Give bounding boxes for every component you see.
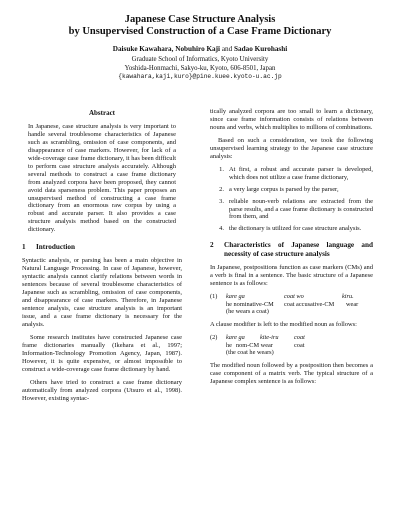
author-names-a: Daisuke Kawahara, Nobuhiro Kaji <box>112 45 221 53</box>
abstract-text: In Japanese, case structure analysis is very important to handle several troublesome characteristics of Japanese such as scrambling, omission of case components, and disappearance of case markers. However, for lack of a wide-coverage case frame dictionary, it has been difficult to perform case structure analysis accurately. Although several methods to construct a case frame dictionary from analyzed corpora have been proposed, they cannot avoid data sparseness problem. This paper proposes an unsupervised method of constructing a case frame dictionary from an enormous raw corpus by using a robust and accurate parser. It also provides a case structure analysis method based on the constructed dictionary. <box>28 122 176 234</box>
example-1-words: kare ga coat wo kiru. <box>226 293 354 301</box>
title-line-1: Japanese Case Structure Analysis <box>124 14 276 25</box>
affiliation <box>0 56 400 82</box>
section-2-number: 2 <box>210 241 214 250</box>
author-names-b: Sadao Kurohashi <box>234 45 288 53</box>
section-1-number: 1 <box>22 243 26 252</box>
example-2-number: (2) <box>210 333 218 341</box>
affiliation-line-2: Yoshida-Honmachi, Sakyo-ku, Kyoto, 606-8501, Japan <box>124 64 276 72</box>
intro-paragraph-2: Some research institutes have constructed Japanese case frame dictionaries manually (Ikehara et al., 1997; Information-Technology Promotion Agency, Japan, 1987). However, it is quite expensive, or almost impossible to construct a wide-coverage case frame dictionary by hand. <box>22 333 182 373</box>
strategy-step: 2. a very large corpus is parsed by the parser, <box>219 185 339 193</box>
intro-paragraph-1: Syntactic analysis, or parsing has been a main objective in Natural Language Processing. In case of Japanese, however, syntactic analysis cannot clarify relations between words in sentences because of several troublesome characteristics of Japanese such as scrambling, omission of case components, and disappearance of case markers. Therefore, in Japanese sentence analysis, case structure analysis is an important issue, and a case frame dictionary is necessary for the analysis. <box>22 257 182 328</box>
affiliation-line-1: Graduate School of Informatics, Kyoto University <box>131 56 269 63</box>
section-1-title: Introduction <box>36 243 76 252</box>
example-2-words: kare ga kite-iru coat <box>226 333 305 341</box>
section-2-heading <box>210 241 373 259</box>
example-1-gloss: he nominative-CM coat accusative-CM wear <box>226 300 359 308</box>
title-line-2: by Unsupervised Construction of a Case Frame Dictionary <box>68 26 332 37</box>
example-2 <box>210 334 373 357</box>
section-2-title: Characteristics of Japanese language and necessity of case structure analysis <box>224 241 373 259</box>
author-email: {kawahara,kaji,kuro}@pine.kuee.kyoto-u.ac.jp <box>118 73 282 81</box>
left-column <box>22 110 182 408</box>
section-2-paragraph-2: A clause modifier is left to the modified noun as follows: <box>210 321 357 329</box>
example-1-number: (1) <box>210 293 218 301</box>
intro-paragraph-3: Others have tried to construct a case frame dictionary automatically from analyzed corpora (Utsuro et al., 1998). However, existing syntac- <box>22 378 182 402</box>
section-1-heading <box>22 243 182 252</box>
abstract-heading: Abstract <box>88 109 116 117</box>
strategy-step: 4. the dictionary is utilized for case structure analysis. <box>219 225 362 233</box>
example-1-translation: (he wears a coat) <box>226 308 269 316</box>
example-2-gloss: he nom-CM wear coat <box>226 341 305 349</box>
section-2-paragraph-3: The modified noun followed by a postposition then becomes a case component of a matrix verb. The typical structure of a Japanese complex sentence is as follows: <box>210 361 373 385</box>
strategy-step: 1. At first, a robust and accurate parser is developed, which does not utilize a case frame dictionary, <box>219 165 373 181</box>
strategy-steps <box>210 166 373 234</box>
author-and: and <box>221 45 233 53</box>
author-list <box>0 45 400 54</box>
right-paragraph-1: tically analyzed corpora are too small to learn a dictionary, since case frame information consists of relations between nouns and verbs, which multiplies to millions of combinations. <box>210 108 373 131</box>
strategy-step: 3. reliable noun-verb relations are extracted from the parse results, and a case frame dictionary is constructed from them, and <box>219 197 373 221</box>
right-paragraph-2: Based on such a consideration, we took the following unsupervised learning strategy to the Japanese case structure analysis: <box>210 136 373 160</box>
right-column <box>210 108 373 391</box>
example-2-translation: (the coat he wears) <box>226 349 274 357</box>
section-2-paragraph-1: In Japanese, postpositions function as case markers (CMs) and a verb is final in a sentence. The basic structure of a Japanese sentence is as follows: <box>210 264 373 288</box>
example-1 <box>210 293 373 316</box>
paper-title <box>0 14 400 38</box>
